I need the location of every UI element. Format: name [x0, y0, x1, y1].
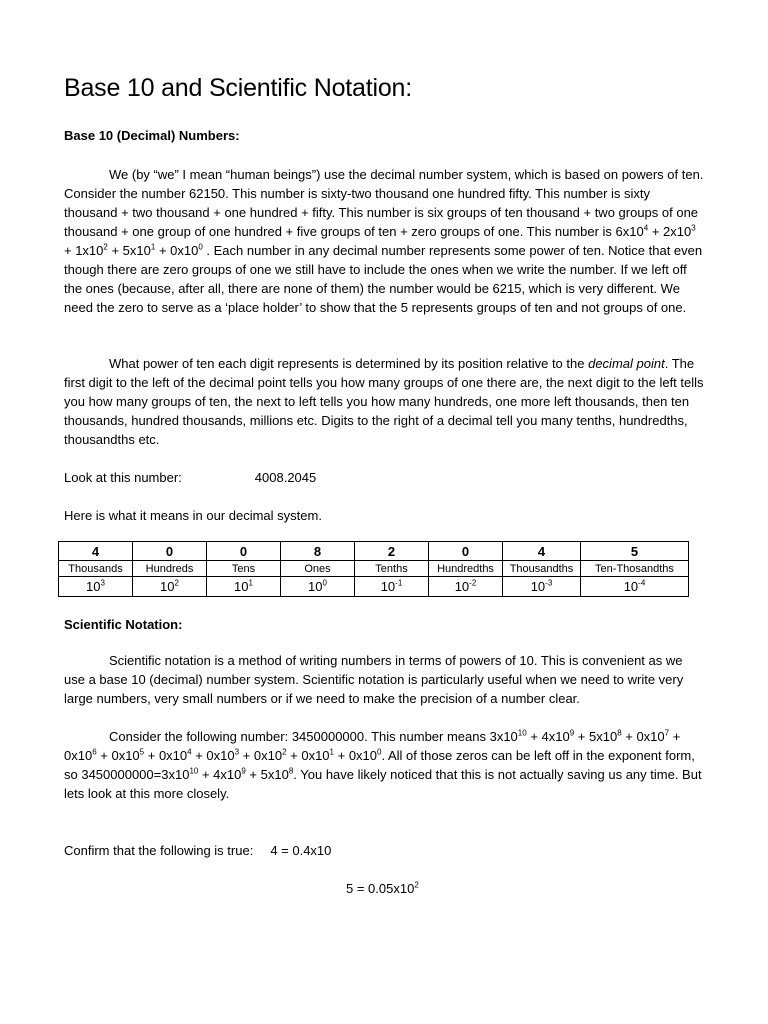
- table-cell-digit: 0: [207, 542, 281, 561]
- here-is-text: Here is what it means in our decimal system.: [64, 508, 322, 523]
- paragraph-decimal-point: What power of ten each digit represents is determined by its position relative to the decimal point. The first digit to the left of the decimal point tells you how many groups of one there are, the next digit to the left tells you how many groups of ten, the next to left tells you how many hundreds, one more left thousands, then ten thousands, hundred thousands, millions etc. Digits to the right of a decimal tell you many tenths, hundredths, thousandths etc.: [64, 356, 704, 447]
- table-cell-place-name: Hundreds: [133, 561, 207, 577]
- table-cell-power: $10^3$: [59, 577, 133, 597]
- table-cell-power: $10^2$: [133, 577, 207, 597]
- table-cell-place-name: Hundredths: [429, 561, 503, 577]
- look-at-number-line: Look at this number: 4008.2045: [64, 470, 317, 485]
- table-cell-place-name: Thousands: [59, 561, 133, 577]
- table-row-powers: [59, 577, 689, 597]
- table-row-digits: [59, 542, 689, 561]
- confirm-line: Confirm that the following is true: 4 = 0.4x10: [64, 843, 332, 858]
- table-cell-place-name: Tens: [207, 561, 281, 577]
- table-cell-power: $10^{-1}$: [355, 577, 429, 597]
- page-title: Base 10 and Scientific Notation:: [64, 74, 412, 102]
- equation-2: $5 = 0.05x10^2$: [346, 880, 419, 896]
- equation-1: 4 = 0.4x10: [270, 843, 332, 858]
- table-cell-power: $10^{-4}$: [581, 577, 689, 597]
- table-cell-digit: 0: [133, 542, 207, 561]
- table-cell-place-name: Ten-Thosandths: [581, 561, 689, 577]
- paragraph-scientific-intro: Scientific notation is a method of writing numbers in terms of powers of 10. This is convenient as we use a base 10 (decimal) number system. Scientific notation is particularly useful when we need to write very large numbers, very small numbers or if we need to make the precision of a number clear.: [64, 653, 684, 706]
- table-cell-digit: 2: [355, 542, 429, 561]
- paragraph-example-number: Consider the following number: 3450000000. This number means $3x10^{10} + 4x10^9 + 5x10^8 + 0x10^7 + 0x10^6 + 0x10^5 + 0x10^4 + 0x10^3 + 0x10^2 + 0x10^1 + 0x10^0$. All of those zeros can be left off in the exponent form, so $3450000000=3x10^{10} + 4x10^9 + 5x10^8$. You have likely noticed that this is not actually saving us any time. But lets look at this more closely.: [64, 728, 702, 801]
- section-heading-base10: Base 10 (Decimal) Numbers:: [64, 128, 240, 143]
- table-cell-digit: 8: [281, 542, 355, 561]
- table-cell-place-name: Thousandths: [503, 561, 581, 577]
- table-cell-power: $10^0$: [281, 577, 355, 597]
- table-cell-power: $10^{-2}$: [429, 577, 503, 597]
- table-cell-digit: 5: [581, 542, 689, 561]
- table-cell-power: $10^1$: [207, 577, 281, 597]
- place-value-table: [58, 541, 689, 597]
- table-cell-digit: 4: [59, 542, 133, 561]
- table-cell-digit: 4: [503, 542, 581, 561]
- table-cell-place-name: Tenths: [355, 561, 429, 577]
- example-number: 4008.2045: [254, 470, 317, 485]
- table-cell-power: $10^{-3}$: [503, 577, 581, 597]
- table-cell-digit: 0: [429, 542, 503, 561]
- paragraph-decimal-system: We (by “we” I mean “human beings”) use the decimal number system, which is based on powers of ten. Consider the number 62150. This number is sixty-two thousand one hundred fifty. This number is sixty thousand + two thousand + one hundred + fifty. This number is six groups of ten thousand + two groups of one thousand + one group of one hundred + five groups of ten + zero groups of one. This number is $6x10^4 + 2x10^3 + 1x10^2 + 5x10^1 + 0x10^0$ . Each number in any decimal number represents some power of ten. Notice that even though there are zero groups of one we still have to include the ones when we write the number. If we left off the ones (because, after all, there are none of them) the number would be 6215, which is very different. We need the zero to serve as a ‘place holder’ to show that the 5 represents groups of ten and not groups of one.: [64, 167, 704, 315]
- table-row-place-names: [59, 561, 689, 577]
- table-cell-place-name: Ones: [281, 561, 355, 577]
- section-heading-scientific: Scientific Notation:: [64, 617, 183, 632]
